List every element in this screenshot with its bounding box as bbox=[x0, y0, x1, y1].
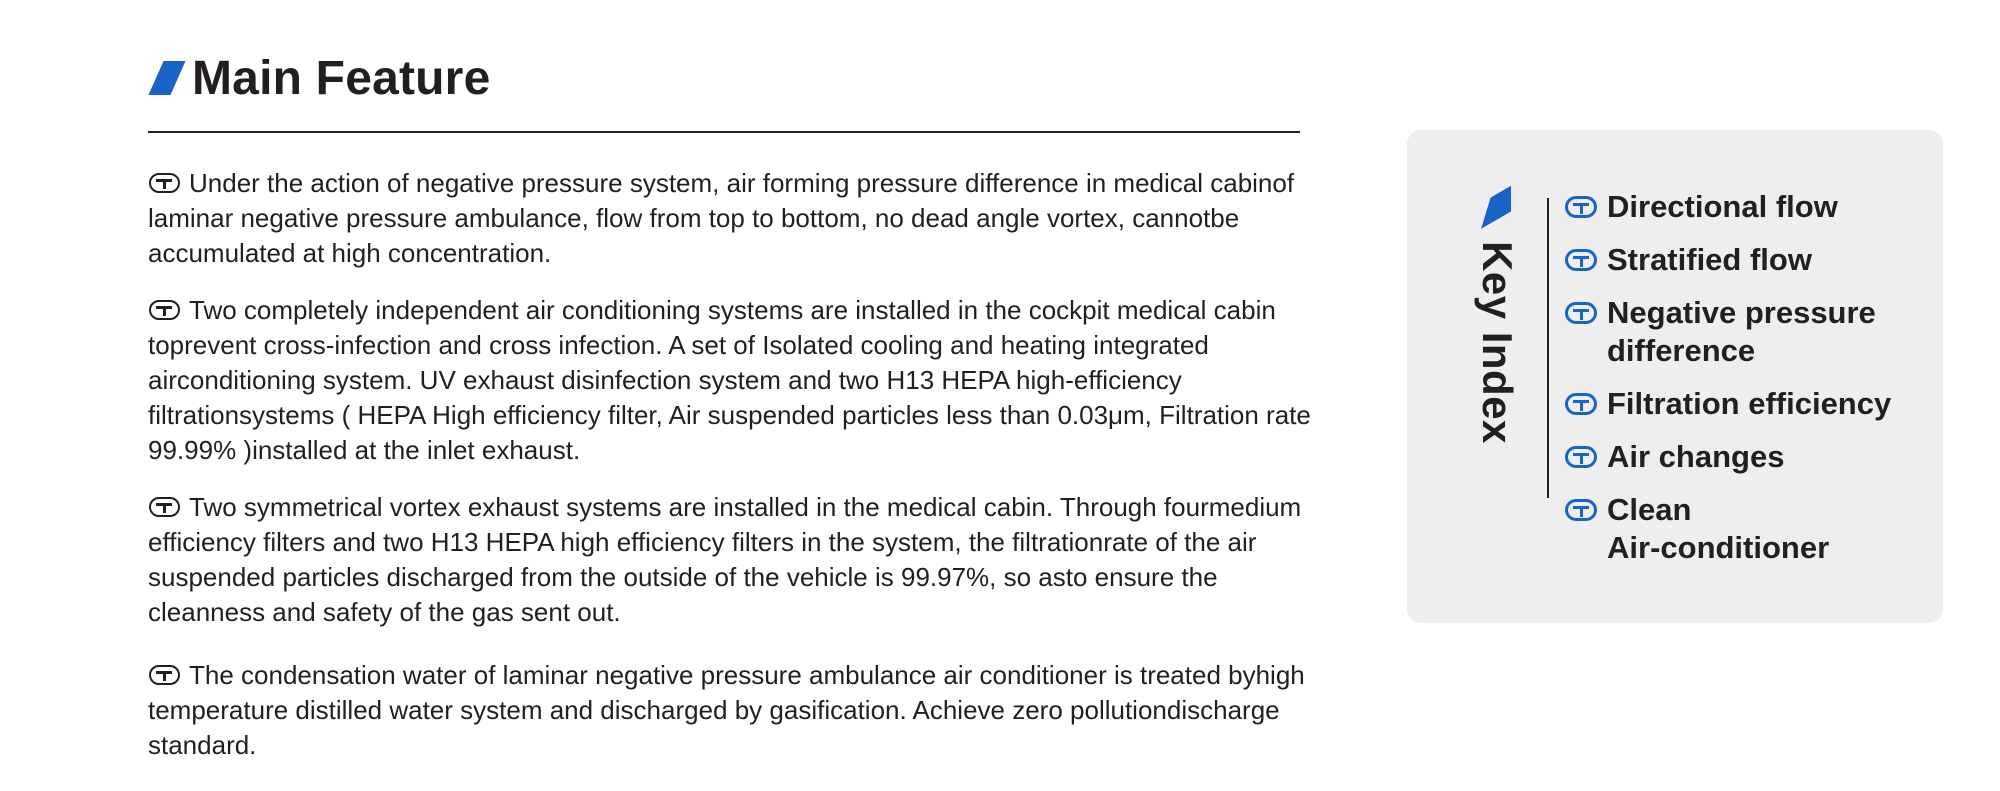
tp-logo-bullet-icon bbox=[1565, 249, 1597, 271]
key-index-heading bbox=[1474, 201, 1521, 481]
feature-paragraph bbox=[148, 490, 1328, 630]
key-index-item-label: Air changes bbox=[1607, 439, 1785, 474]
feature-paragraph-text: The condensation water of laminar negative pressure ambulance air conditioner is treated byhigh temperature distilled water system and discharged by gasification. Achieve zero pollutiondischarge standard. bbox=[148, 660, 1305, 760]
main-feature-title: Main Feature bbox=[192, 51, 491, 105]
key-index-item bbox=[1565, 491, 1935, 567]
feature-paragraphs bbox=[148, 166, 1328, 785]
key-index-item bbox=[1565, 241, 1935, 279]
feature-paragraph-text: Under the action of negative pressure system, air forming pressure difference in medical cabinof laminar negative pressure ambulance, flow from top to bottom, no dead angle vortex, cannotbe accumulated at high concentration. bbox=[148, 168, 1295, 268]
key-index-item-label: Negative pressure difference bbox=[1607, 295, 1876, 368]
main-feature-section bbox=[148, 48, 1328, 760]
key-index-title: Key Index bbox=[1474, 241, 1521, 444]
tp-logo-bullet-icon bbox=[1565, 446, 1597, 468]
key-index-item bbox=[1565, 294, 1935, 370]
feature-paragraph bbox=[148, 293, 1328, 468]
tp-logo-bullet-icon bbox=[149, 497, 180, 517]
tp-logo-bullet-icon bbox=[149, 173, 180, 193]
feature-paragraph bbox=[148, 658, 1328, 763]
key-index-item bbox=[1565, 385, 1935, 423]
tp-logo-bullet-icon bbox=[1565, 393, 1597, 415]
key-index-list bbox=[1565, 188, 1935, 582]
tp-logo-bullet-icon bbox=[149, 665, 180, 685]
blue-slash-icon bbox=[148, 61, 185, 95]
feature-paragraph-text: Two symmetrical vortex exhaust systems are installed in the medical cabin. Through fourmedium efficiency filters and two H13 HEPA high efficiency filters in the system, the filtrationrate of the air suspended particles discharged from the outside of the vehicle is 99.97%, so asto ensure the cleanness and safety of the gas sent out. bbox=[148, 492, 1302, 627]
heading-divider bbox=[148, 131, 1300, 133]
tp-logo-bullet-icon bbox=[1565, 499, 1597, 521]
key-index-item bbox=[1565, 188, 1935, 226]
key-index-panel bbox=[1407, 130, 1943, 623]
key-index-item-label: Directional flow bbox=[1607, 189, 1838, 224]
key-index-item-label: Clean Air-conditioner bbox=[1607, 492, 1830, 565]
key-index-item-label: Stratified flow bbox=[1607, 242, 1812, 277]
feature-paragraph-text: Two completely independent air conditioning systems are installed in the cockpit medical cabin toprevent cross-infection and cross infection. A set of Isolated cooling and heating integrated airconditioning system. UV exhaust disinfection system and two H13 HEPA high-efficiency filtrationsystems ( HEPA High efficiency filter, Air suspended particles less than 0.03μm, Filtration rate 99.99% )installed at the inlet exhaust. bbox=[148, 295, 1311, 465]
key-index-item bbox=[1565, 438, 1935, 476]
main-feature-heading bbox=[148, 48, 1328, 108]
tp-logo-bullet-icon bbox=[1565, 196, 1597, 218]
feature-paragraph bbox=[148, 166, 1328, 271]
key-index-divider bbox=[1547, 198, 1549, 498]
tp-logo-bullet-icon bbox=[149, 300, 180, 320]
tp-logo-bullet-icon bbox=[1565, 302, 1597, 324]
blue-slash-icon bbox=[1481, 186, 1511, 229]
key-index-item-label: Filtration efficiency bbox=[1607, 386, 1892, 421]
